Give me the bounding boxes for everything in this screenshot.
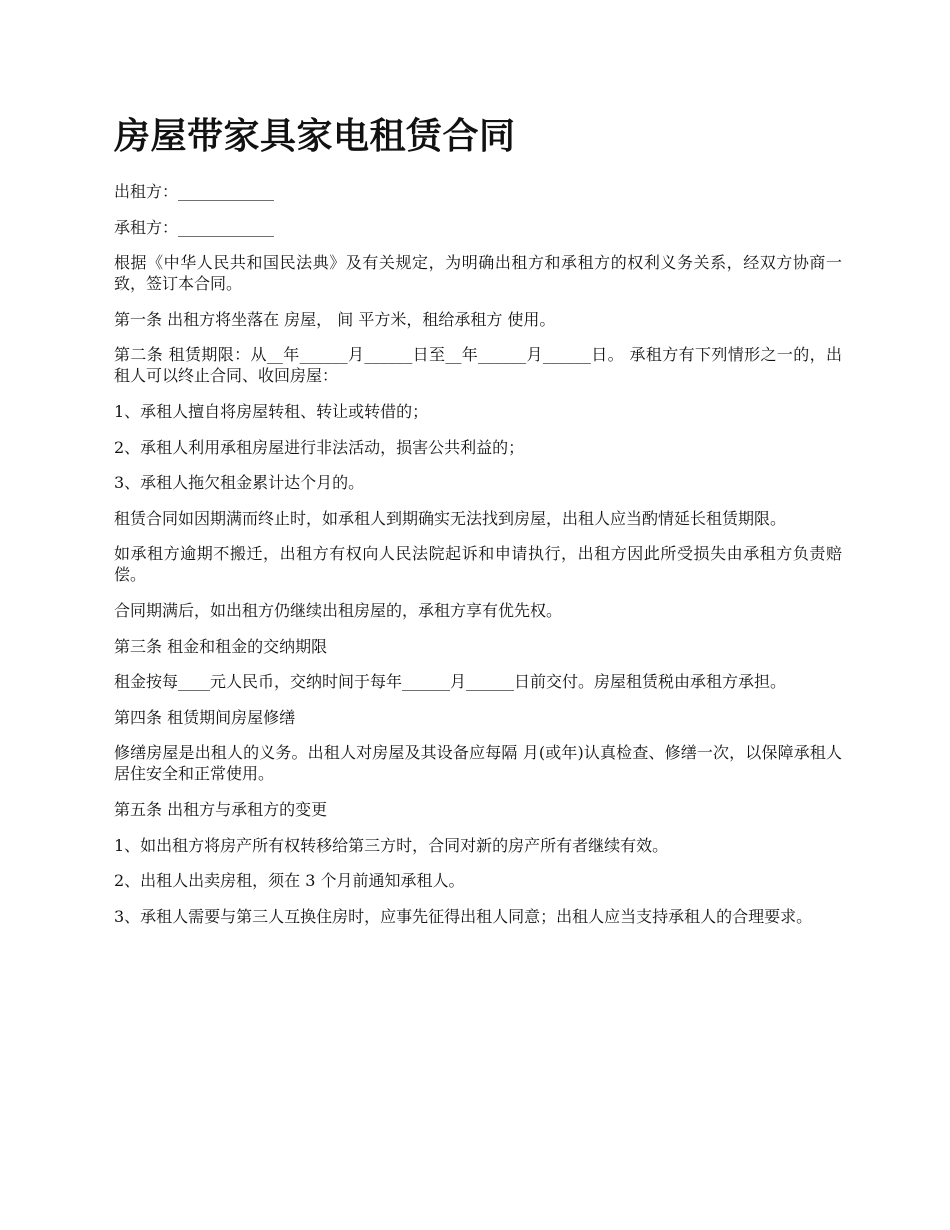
change-clause-2: 2、出租人出卖房租，须在 3 个月前通知承租人。 [114, 871, 465, 891]
lessor-line: 出租方：____________ [114, 182, 275, 201]
article-4-heading: 第四条 租赁期间房屋修缮 [114, 707, 296, 727]
article-5-heading: 第五条 出租方与承租方的变更 [114, 799, 328, 819]
preamble-paragraph: 根据《中华人民共和国民法典》及有关规定，为明确出租方和承租方的权利义务关系，经双方协商一致，签订本合同。 [114, 253, 842, 294]
article-2-paragraph: 第二条 租赁期限：从__年______月______日至__年______月______日。 承租方有下列情形之一的，出租人可以终止合同、收回房屋： [114, 345, 842, 386]
lessee-line: 承租方：____________ [114, 217, 275, 237]
document-page [114, 113, 842, 941]
overdue-move-paragraph: 如承租方逾期不搬迁，出租方有权向人民法院起诉和申请执行，出租方因此所受损失由承租方负责赔偿。 [114, 544, 842, 585]
termination-clause-3: 3、承租人拖欠租金累计达个月的。 [114, 473, 365, 493]
document-title: 房屋带家具家电租赁合同 [114, 115, 516, 157]
change-clause-3: 3、承租人需要与第三人互换住房时，应事先征得出租人同意；出租人应当支持承租人的合理要求。 [114, 906, 813, 926]
change-clause-1: 1、如出租方将房产所有权转移给第三方时，合同对新的房产所有者继续有效。 [114, 835, 669, 855]
termination-clause-1: 1、承租人擅自将房屋转租、转让或转借的； [114, 401, 429, 421]
rent-payment-paragraph: 租金按每____元人民币，交纳时间于每年______月______日前交付。房屋租赁税由承租方承担。 [114, 672, 787, 692]
priority-right-paragraph: 合同期满后，如出租方仍继续出租房屋的，承租方享有优先权。 [114, 600, 563, 620]
article-3-heading: 第三条 租金和租金的交纳期限 [114, 636, 328, 656]
lease-extension-paragraph: 租赁合同如因期满而终止时，如承租人到期确实无法找到房屋，出租人应当酌情延长租赁期限。 [114, 508, 787, 528]
article-1-paragraph: 第一条 出租方将坐落在 房屋， 间 平方米，租给承租方 使用。 [114, 309, 556, 329]
termination-clause-2: 2、承租人利用承租房屋进行非法活动，损害公共利益的； [114, 437, 525, 457]
repair-paragraph: 修缮房屋是出租人的义务。出租人对房屋及其设备应每隔 月(或年)认真检查、修缮一次，以保障承租人居住安全和正常使用。 [114, 743, 842, 784]
